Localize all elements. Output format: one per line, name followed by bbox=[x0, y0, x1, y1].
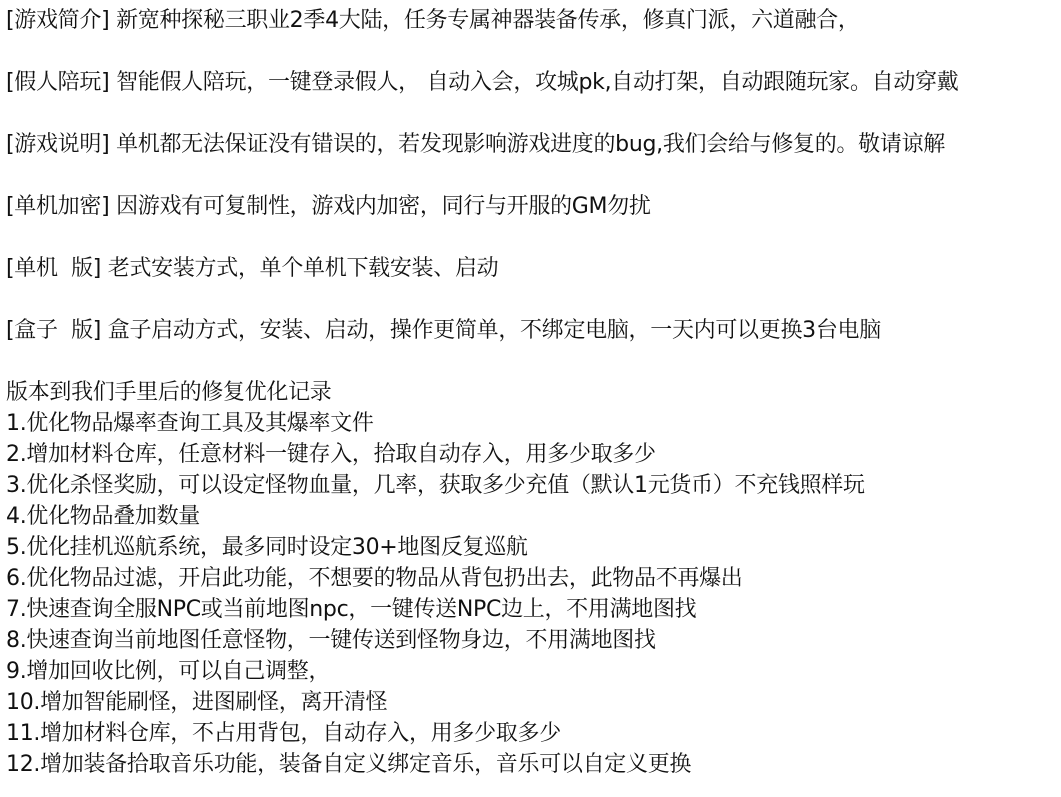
section-text: 老式安装方式，单个单机下载安装、启动 bbox=[101, 256, 499, 281]
changelog-item: 12.增加装备拾取音乐功能，装备自定义绑定音乐，音乐可以自定义更换 bbox=[6, 752, 692, 777]
spacer bbox=[6, 160, 1056, 191]
changelog-item: 2.增加材料仓库，任意材料一键存入，拾取自动存入，用多少取多少 bbox=[6, 442, 656, 467]
changelog-item: 6.优化物品过滤，开启此功能，不想要的物品从背包扔出去，此物品不再爆出 bbox=[6, 566, 743, 591]
spacer bbox=[6, 346, 1056, 377]
section-encryption bbox=[6, 191, 1056, 222]
section-tag: [游戏说明] bbox=[6, 132, 110, 157]
section-box-version bbox=[6, 315, 1056, 346]
section-game-intro bbox=[6, 5, 1056, 36]
section-text: 盒子启动方式，安装、启动，操作更简单，不绑定电脑，一天内可以更换3台电脑 bbox=[101, 318, 881, 343]
spacer bbox=[6, 36, 1056, 67]
changelog-item: 8.快速查询当前地图任意怪物，一键传送到怪物身边，不用满地图找 bbox=[6, 628, 656, 653]
spacer bbox=[6, 222, 1056, 253]
changelog-item: 10.增加智能刷怪，进图刷怪，离开清怪 bbox=[6, 690, 388, 715]
changelog-item: 3.优化杀怪奖励，可以设定怪物血量，几率，获取多少充值（默认1元货币）不充钱照样玩 bbox=[6, 473, 865, 498]
section-tag: [游戏简介] bbox=[6, 8, 110, 33]
section-bot-companion bbox=[6, 67, 1056, 98]
section-text: 因游戏有可复制性，游戏内加密，同行与开服的GM勿扰 bbox=[109, 194, 651, 219]
spacer bbox=[6, 98, 1056, 129]
section-text: 智能假人陪玩，一键登录假人， 自动入会，攻城pk,自动打架，自动跟随玩家。自动穿戴 bbox=[109, 70, 959, 95]
changelog-item: 5.优化挂机巡航系统，最多同时设定30+地图反复巡航 bbox=[6, 535, 528, 560]
section-tag: [假人陪玩] bbox=[6, 70, 110, 95]
section-game-notes bbox=[6, 129, 1056, 160]
changelog-item: 9.增加回收比例，可以自己调整， bbox=[6, 659, 331, 684]
document-body bbox=[6, 5, 1056, 780]
section-tag: [盒子 版] bbox=[6, 318, 102, 343]
section-text: 单机都无法保证没有错误的，若发现影响游戏进度的bug,我们会给与修复的。敬请谅解 bbox=[109, 132, 945, 157]
changelog-item: 7.快速查询全服NPC或当前地图npc，一键传送NPC边上，不用满地图找 bbox=[6, 597, 697, 622]
changelog-item: 4.优化物品叠加数量 bbox=[6, 504, 200, 529]
changelog-item: 1.优化物品爆率查询工具及其爆率文件 bbox=[6, 411, 374, 436]
section-tag: [单机加密] bbox=[6, 194, 110, 219]
section-text: 新宽种探秘三职业2季4大陆，任务专属神器装备传承，修真门派，六道融合， bbox=[109, 8, 860, 33]
changelog-item: 11.增加材料仓库，不占用背包，自动存入，用多少取多少 bbox=[6, 721, 561, 746]
spacer bbox=[6, 284, 1056, 315]
section-tag: [单机 版] bbox=[6, 256, 102, 281]
section-standalone-version bbox=[6, 253, 1056, 284]
changelog-title: 版本到我们手里后的修复优化记录 bbox=[6, 380, 332, 405]
